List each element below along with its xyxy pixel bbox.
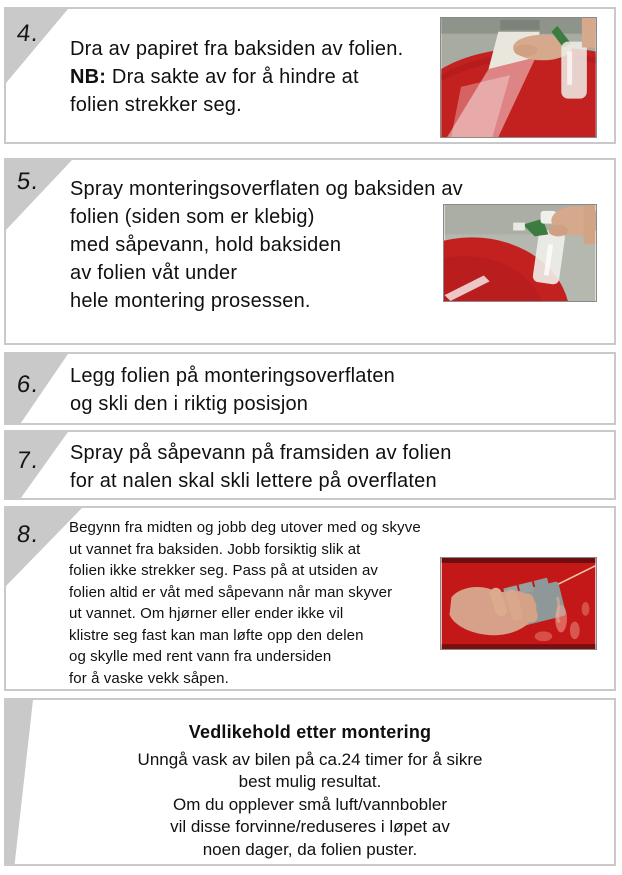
text-line: best mulig resultat. [238,772,382,791]
step-7-card [4,430,616,500]
text-line: Unngå vask av bilen på ca.24 timer for å sikre [137,749,483,769]
step-4-text [70,35,403,119]
text-line: med såpevann, hold baksiden [70,234,342,256]
step-7-text [70,439,452,495]
text-line: ut vannet. Om hjørner eller ender ikke vil [69,605,344,622]
step-5-number: 5. [15,168,41,195]
text-line: hele montering prosessen. [70,290,311,312]
text-line: Spray monteringsoverflaten og baksiden av [70,178,463,200]
maintenance-title: Vedlikehold etter montering [188,722,432,742]
text-line: Legg folien på monteringsoverflaten [70,365,395,387]
text-line [70,63,403,91]
step-8-photo [440,557,597,650]
text-line: Om du opplever små luft/vannbobler [172,794,448,814]
text-line: Begynn fra midten og jobb deg utover med og skyve [69,519,421,536]
step-5-photo [443,204,597,302]
text-line: Dra av papiret fra baksiden av folien. [70,38,404,60]
step-8-text [69,517,421,689]
text-line: og skli den i riktig posisjon [70,393,309,415]
text-line: folien (siden som er klebig) [70,206,315,228]
step-4-photo [440,17,597,138]
maintenance-card [4,698,616,866]
text-line: av folien våt under [70,262,238,284]
text-line: klistre seg fast kan man løfte opp den delen [69,626,364,644]
step-7-number: 7. [15,447,41,474]
text-line: for å vaske vekk såpen. [69,669,229,687]
nb-label: NB: [70,66,107,88]
text-line: for at nalen skal skli lettere på overflaten [70,470,437,492]
step-5-text [70,175,463,315]
step-4-number: 4. [15,20,41,47]
text-line: og skylle med rent vann fra undersiden [69,648,332,665]
step-6-card [4,352,616,425]
step-6-number: 6. [15,371,41,398]
text-line: ut vannet fra baksiden. Jobb forsiktig slik at [69,540,361,558]
maintenance-text [6,700,614,861]
step-8-number: 8. [15,521,41,548]
text-line: folien altid er våt med såpevann når man skyver [69,583,393,601]
step-6-text [70,362,395,418]
nb-text: Dra sakte av for å hindre at [111,66,359,88]
text-line: folien ikke strekker seg. Pass på at utsiden av [69,562,379,579]
text-line: folien strekker seg. [70,94,242,116]
text-line: vil disse forvinne/reduseres i løpet av [170,817,450,836]
text-line: Spray på såpevann på framsiden av folien [70,442,452,464]
text-line: noen dager, da folien puster. [202,839,418,859]
